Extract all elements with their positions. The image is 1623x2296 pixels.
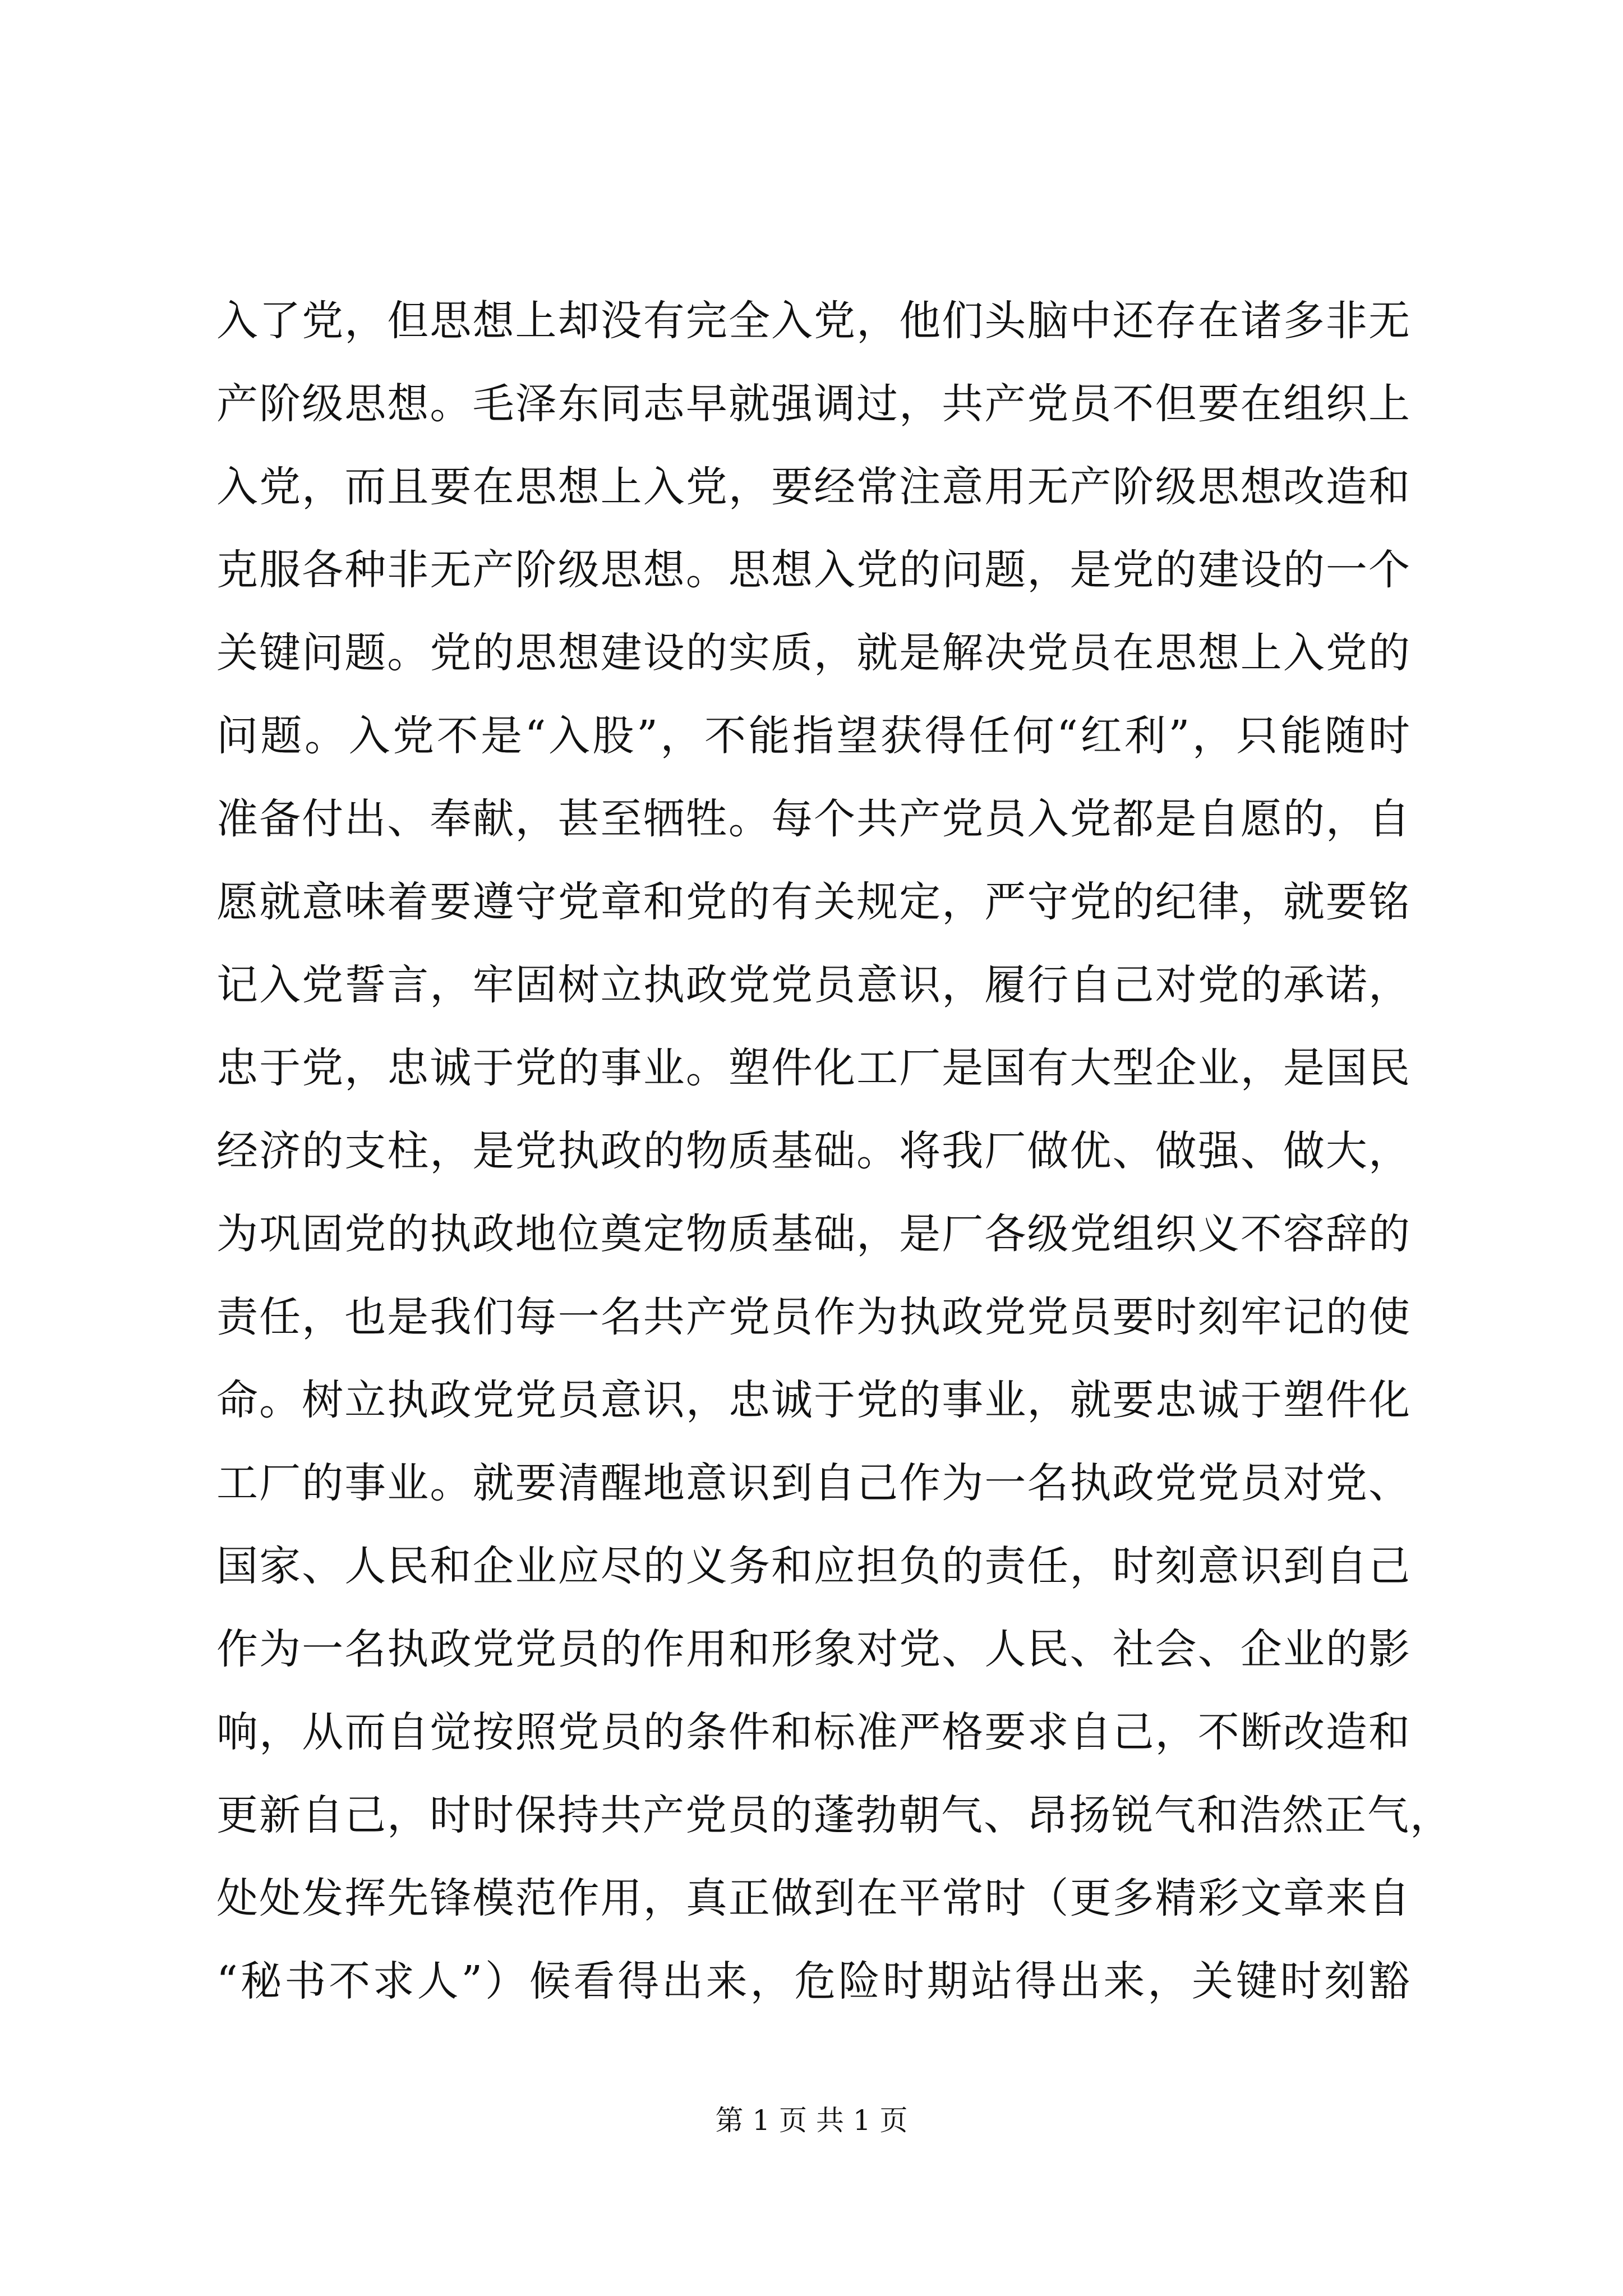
text-line: 克服各种非无产阶级思想。思想入党的问题，是党的建设的一个 [216, 546, 1411, 594]
text-line: 处处发挥先锋模范作用，真正做到在平常时（更多精彩文章来自 [216, 1874, 1411, 1922]
text-line: 准备付出、奉献，甚至牺牲。每个共产党员入党都是自愿的，自 [216, 795, 1411, 843]
text-line: 忠于党，忠诚于党的事业。塑件化工厂是国有大型企业，是国民 [216, 1044, 1411, 1092]
text-line: “秘书不求人”）候看得出来，危险时期站得出来，关键时刻豁 [216, 1957, 1411, 2005]
text-line: 关键问题。党的思想建设的实质，就是解决党员在思想上入党的 [216, 629, 1411, 677]
text-line: 愿就意味着要遵守党章和党的有关规定，严守党的纪律，就要铭 [216, 878, 1411, 926]
text-line: 国家、人民和企业应尽的义务和应担负的责任，时刻意识到自己 [216, 1542, 1411, 1590]
text-line: 问题。入党不是“入股”，不能指望获得任何“红利”，只能随时 [216, 712, 1411, 760]
text-line: 作为一名执政党党员的作用和形象对党、人民、社会、企业的影 [216, 1625, 1411, 1673]
body-text [216, 279, 1453, 2023]
text-line: 命。树立执政党党员意识，忠诚于党的事业，就要忠诚于塑件化 [216, 1376, 1411, 1424]
text-line: 为巩固党的执政地位奠定物质基础，是厂各级党组织义不容辞的 [216, 1210, 1411, 1258]
text-line: 经济的支柱，是党执政的物质基础。将我厂做优、做强、做大， [216, 1127, 1411, 1175]
text-line: 入了党，但思想上却没有完全入党，他们头脑中还存在诸多非无 [216, 297, 1411, 345]
text-line: 更新自己，时时保持共产党员的蓬勃朝气、昂扬锐气和浩然正气， [216, 1791, 1453, 1839]
text-line: 产阶级思想。毛泽东同志早就强调过，共产党员不但要在组织上 [216, 380, 1411, 428]
text-line: 责任，也是我们每一名共产党员作为执政党党员要时刻牢记的使 [216, 1293, 1411, 1341]
text-line: 工厂的事业。就要清醒地意识到自己作为一名执政党党员对党、 [216, 1459, 1411, 1507]
text-line: 记入党誓言，牢固树立执政党党员意识，履行自己对党的承诺， [216, 961, 1411, 1009]
page-footer [0, 2104, 1623, 2137]
page-number-label: 第 1 页 共 1 页 [715, 2104, 908, 2137]
text-line: 响，从而自觉按照党员的条件和标准严格要求自己，不断改造和 [216, 1708, 1411, 1756]
text-line: 入党，而且要在思想上入党，要经常注意用无产阶级思想改造和 [216, 463, 1411, 511]
